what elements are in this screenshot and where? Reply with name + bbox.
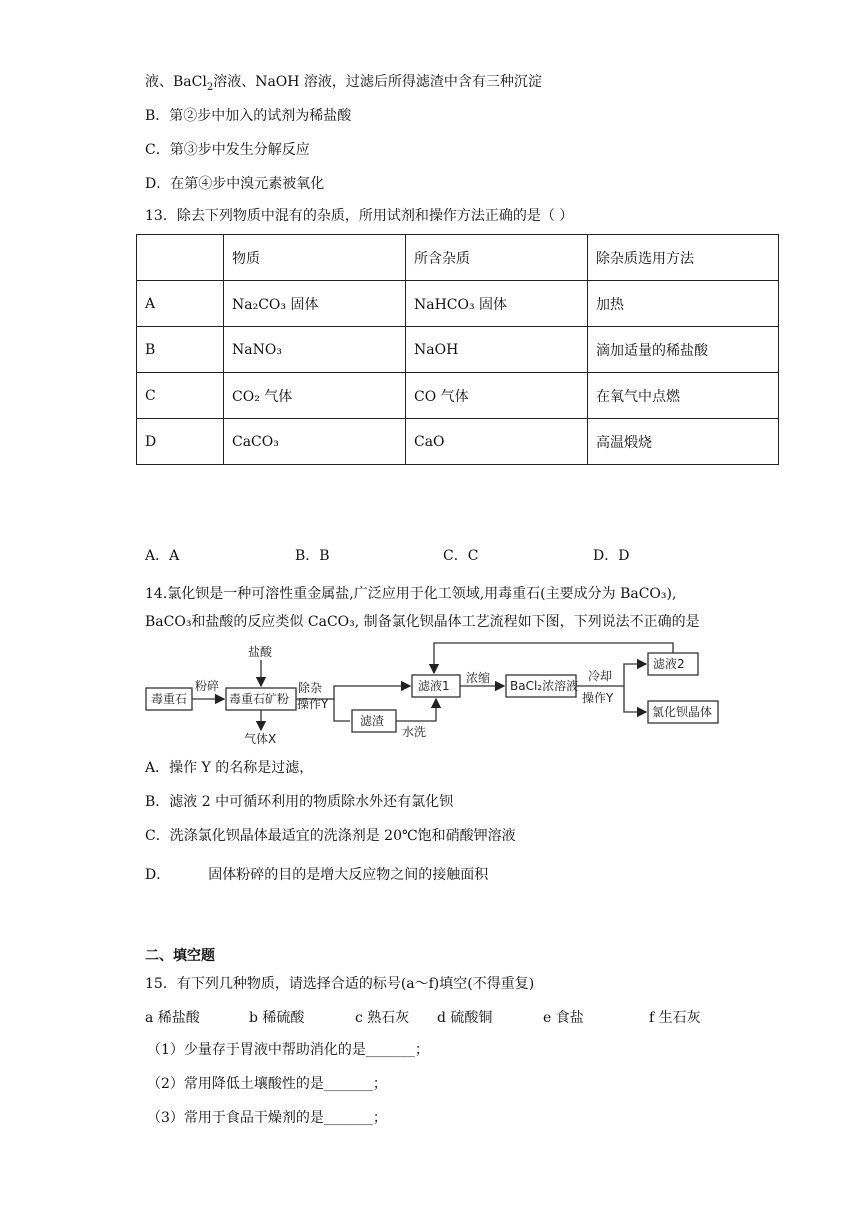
q15-sub3: （3）常用于食品干燥剂的是_______； (147, 1110, 387, 1126)
row-impurity: CaO (406, 419, 588, 465)
label-cool: 冷却 (588, 669, 613, 683)
label-gas-x: 气体X (244, 732, 277, 746)
q13-table (136, 234, 779, 465)
row-method: 在氧气中点燃 (588, 373, 779, 419)
row-impurity: NaOH (406, 327, 588, 373)
label-operation-y-1: 操作Y (297, 697, 329, 711)
row-impurity: NaHCO₃ 固体 (406, 281, 588, 327)
label-filtrate1: 滤液1 (418, 679, 450, 693)
label-bacl2-solution: BaCl₂浓溶液 (510, 679, 579, 693)
q13-stem: 13．除去下列物质中混有的杂质，所用试剂和操作方法正确的是（ ） (145, 208, 574, 224)
q12-option-a-continuation: 液、BaCl$_2$溶液、NaOH 溶液，过滤后所得滤渣中含有三种沉淀 (145, 74, 542, 93)
q13-option-a: A．A (145, 548, 180, 564)
label-powder: 毒重石矿粉 (229, 692, 290, 706)
row-label: C (137, 373, 224, 419)
label-wash: 水洗 (402, 725, 427, 739)
table-row (137, 281, 779, 327)
choice-f: f 生石灰 (649, 1010, 701, 1026)
table-row (137, 419, 779, 465)
q14-option-c: C．洗涤氯化钡晶体最适宜的洗涤剂是 20℃饱和硝酸钾溶液 (145, 828, 516, 844)
row-method: 高温煅烧 (588, 419, 779, 465)
q15-stem: 15．有下列几种物质，请选择合适的标号(a～f)填空(不得重复) (145, 976, 535, 992)
row-label: D (137, 419, 224, 465)
choice-b: b 稀硫酸 (249, 1010, 305, 1026)
table-header-cell: 所含杂质 (406, 235, 588, 281)
label-filtrate2: 滤液2 (653, 657, 685, 671)
row-label: B (137, 327, 224, 373)
label-residue: 滤渣 (360, 714, 385, 728)
q14-option-d (145, 865, 488, 885)
q14-option-d-text: 固体粉碎的目的是增大反应物之间的接触面积 (208, 867, 489, 883)
section-heading: 二、填空题 (145, 948, 215, 964)
q14-stem-line1: 14.氯化钡是一种可溶性重金属盐,广泛应用于化工领域,用毒重石(主要成分为 BaCO₃), (145, 586, 677, 602)
row-method: 加热 (588, 281, 779, 327)
row-method: 滴加适量的稀盐酸 (588, 327, 779, 373)
row-substance: Na₂CO₃ 固体 (224, 281, 406, 327)
row-label: A (137, 281, 224, 327)
table-row (137, 373, 779, 419)
q14-stem-line2: BaCO₃和盐酸的反应类似 CaCO₃, 制备氯化钡晶体工艺流程如下图，下列说法不正确的是 (145, 614, 700, 630)
q14-option-d-label: D． (145, 867, 171, 883)
q13-option-d: D．D (593, 548, 630, 564)
q13-option-b: B．B (295, 548, 330, 564)
q15-sub2: （2）常用降低土壤酸性的是_______； (147, 1076, 387, 1092)
table-header-row (137, 235, 779, 281)
label-operation-y-2: 操作Y (582, 691, 614, 705)
label-crush: 粉碎 (195, 679, 220, 693)
q13-options (145, 545, 745, 565)
table-row (137, 327, 779, 373)
label-ore: 毒重石 (151, 692, 188, 706)
row-substance: NaNO₃ (224, 327, 406, 373)
table-header-cell (137, 235, 224, 281)
q12-option-c: C．第③步中发生分解反应 (145, 142, 310, 158)
label-remove: 除杂 (298, 681, 323, 695)
choice-e: e 食盐 (543, 1010, 584, 1026)
choice-d: d 硫酸铜 (437, 1010, 493, 1026)
q13-option-c: C．C (443, 548, 479, 564)
process-flow-diagram (140, 640, 730, 748)
label-acid: 盐酸 (248, 645, 273, 659)
choice-c: c 熟石灰 (355, 1010, 410, 1026)
label-concentrate: 浓缩 (466, 671, 491, 685)
table-header-cell: 物质 (224, 235, 406, 281)
table-header-cell: 除杂质选用方法 (588, 235, 779, 281)
row-substance: CaCO₃ (224, 419, 406, 465)
choice-a: a 稀盐酸 (145, 1010, 200, 1026)
q12-option-d: D．在第④步中溴元素被氧化 (145, 176, 325, 192)
label-crystal: 氯化钡晶体 (652, 705, 713, 719)
row-substance: CO₂ 气体 (224, 373, 406, 419)
q14-option-a: A．操作 Y 的名称是过滤， (145, 760, 314, 776)
q15-choices (145, 1007, 745, 1027)
q15-sub1: （1）少量存于胃液中帮助消化的是_______； (147, 1042, 429, 1058)
row-impurity: CO 气体 (406, 373, 588, 419)
q14-option-b: B．滤液 2 中可循环利用的物质除水外还有氯化钡 (145, 794, 454, 810)
q12-option-b: B．第②步中加入的试剂为稀盐酸 (145, 108, 352, 124)
